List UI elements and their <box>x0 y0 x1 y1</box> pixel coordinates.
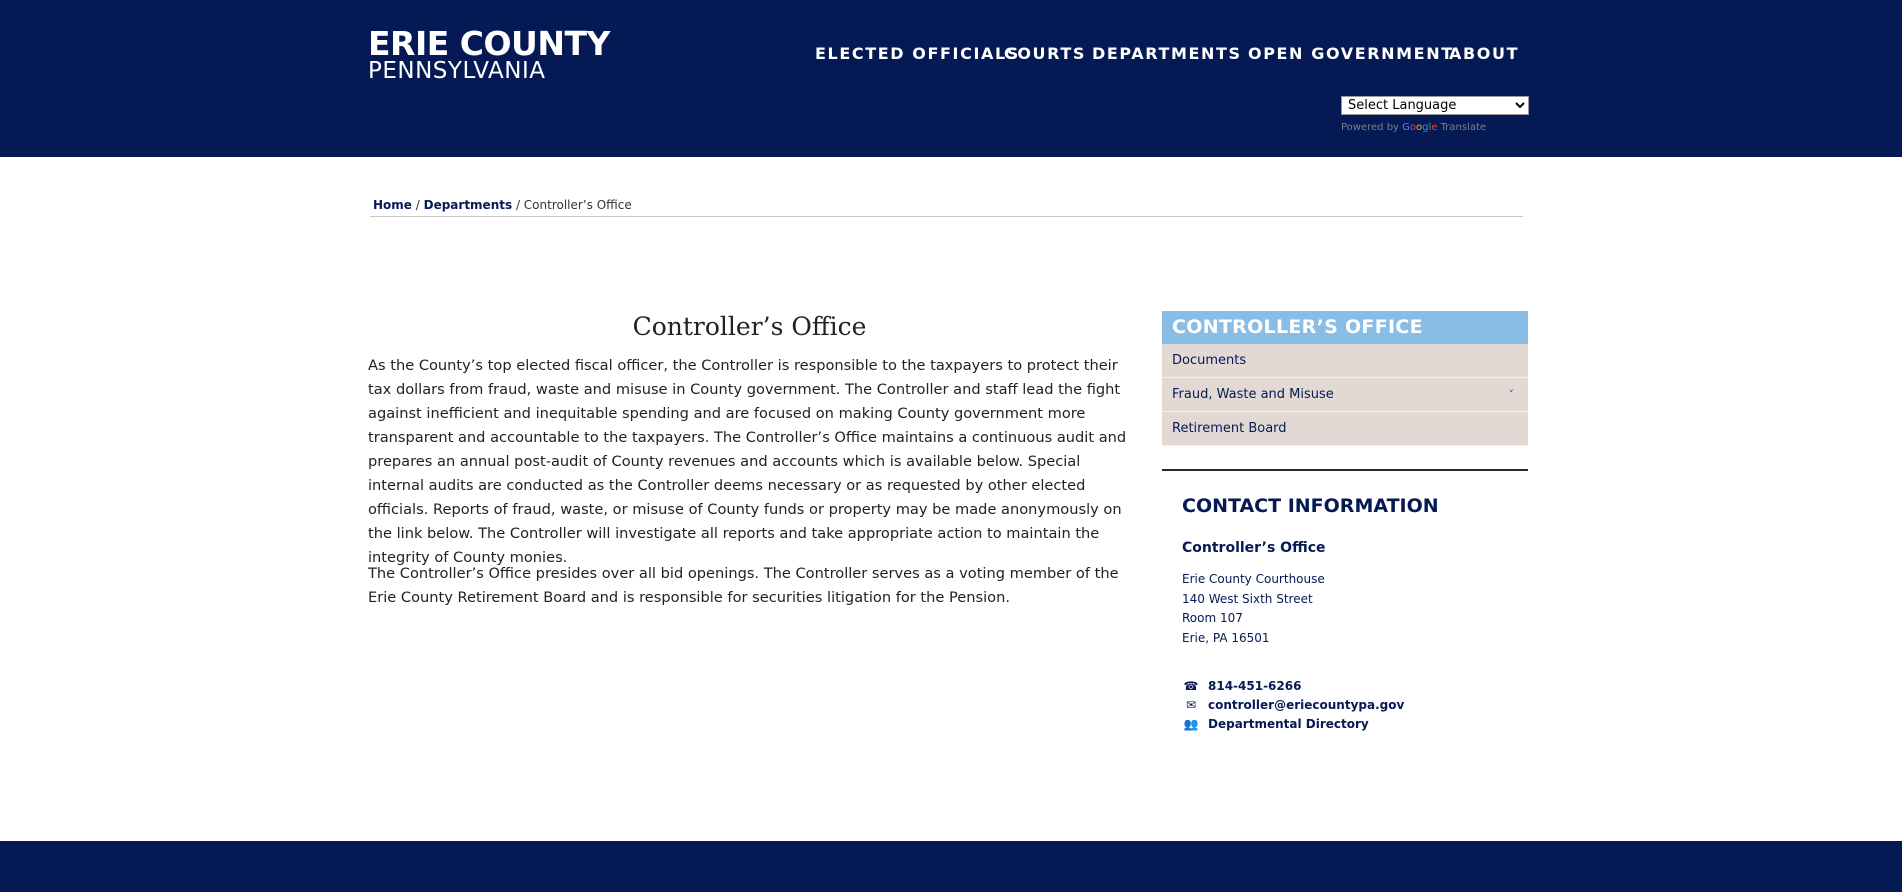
contact-directory[interactable] <box>1182 717 1369 736</box>
intro-paragraph: As the County’s top elected fiscal officer, the Controller is responsible to the taxpayers to protect their tax dollars from fraud, waste and misuse in County government. The Controller and staff lead the fight against inefficient and inequitable spending and are focused on making County government more transparent and accountable to the taxpayers. The Controller’s Office maintains a continuous audit and prepares an annual post-audit of County revenues and accounts which is available below. Special internal audits are conducted as the Controller deems necessary or as requested by other elected officials. Reports of fraud, waste, or misuse of County funds or property may be made anonymously on the link below. The Controller will investigate all reports and take appropriate action to maintain the integrity of County monies. <box>368 357 1127 566</box>
chevron-down-icon[interactable]: ˅ <box>1508 388 1514 401</box>
address-line: 140 West Sixth Street <box>1182 591 1313 606</box>
contact-office-name: Controller’s Office <box>1182 540 1326 556</box>
breadcrumb-separator: / <box>411 198 424 212</box>
translate-link[interactable]: Translate <box>1437 122 1487 133</box>
sidebar-item-label: Retirement Board <box>1172 421 1287 436</box>
sidebar-item-retirement-board[interactable] <box>1162 412 1528 446</box>
sidebar-heading: CONTROLLER’S OFFICE <box>1162 311 1528 344</box>
nav-courts[interactable]: COURTS <box>1004 44 1086 63</box>
powered-by-text: Powered by <box>1341 122 1403 133</box>
sidebar-item-documents[interactable] <box>1162 344 1528 378</box>
nav-elected-officials[interactable]: ELECTED OFFICIALS <box>815 44 1020 63</box>
address-line: Erie County Courthouse <box>1182 572 1325 586</box>
breadcrumb-divider <box>370 216 1523 217</box>
breadcrumb-separator: / <box>512 198 524 212</box>
sidebar-item-label: Documents <box>1172 353 1247 368</box>
contact-title: CONTACT INFORMATION <box>1182 495 1439 517</box>
page-title: Controller’s Office <box>632 312 867 341</box>
google-logo-letter: l <box>1428 122 1432 133</box>
breadcrumb-home[interactable]: Home <box>373 198 412 212</box>
main-nav <box>0 44 1902 66</box>
address-line: Room 107 <box>1182 611 1243 625</box>
directory-link[interactable]: Departmental Directory <box>1208 717 1369 731</box>
users-icon: 👥 <box>1183 717 1199 731</box>
google-logo-letter: e <box>1431 122 1438 133</box>
sidebar-item-label: Fraud, Waste and Misuse <box>1172 387 1334 402</box>
phone-number[interactable]: 814-451-6266 <box>1208 679 1302 693</box>
phone-icon: ☎ <box>1183 679 1199 693</box>
contact-address <box>1182 570 1325 648</box>
language-select[interactable] <box>1341 96 1529 115</box>
logo-subtitle: PENNSYLVANIA <box>368 58 546 84</box>
nav-departments[interactable]: DEPARTMENTS <box>1092 44 1242 63</box>
bid-paragraph: The Controller’s Office presides over all bid openings. The Controller serves as a voting member of the Erie County Retirement Board and is responsible for securities litigation for the Pension. <box>368 565 1119 606</box>
envelope-icon: ✉ <box>1185 698 1197 712</box>
sidebar-divider <box>1162 469 1528 471</box>
address-line: Erie, PA 16501 <box>1182 630 1270 645</box>
nav-open-government[interactable]: OPEN GOVERNMENT <box>1248 44 1454 63</box>
contact-phone[interactable] <box>1182 679 1301 698</box>
breadcrumb <box>373 198 632 212</box>
contact-email[interactable] <box>1182 698 1404 717</box>
google-logo-letter: o <box>1416 122 1423 133</box>
email-link[interactable]: controller@eriecountypa.gov <box>1208 698 1405 712</box>
powered-by-google-translate <box>1341 122 1486 133</box>
logo-title: ERIE COUNTY <box>368 24 610 63</box>
google-logo-letter: g <box>1422 122 1429 133</box>
breadcrumb-current: Controller’s Office <box>523 198 632 212</box>
sidebar-menu <box>1162 311 1528 446</box>
sidebar-item-fraud-waste-misuse[interactable] <box>1162 378 1528 412</box>
breadcrumb-departments[interactable]: Departments <box>423 198 513 212</box>
site-footer <box>0 841 1902 892</box>
google-logo-letter: G <box>1402 122 1410 133</box>
nav-about[interactable]: ABOUT <box>1449 44 1520 63</box>
site-header <box>0 0 1902 157</box>
google-logo-letter: o <box>1409 122 1417 133</box>
